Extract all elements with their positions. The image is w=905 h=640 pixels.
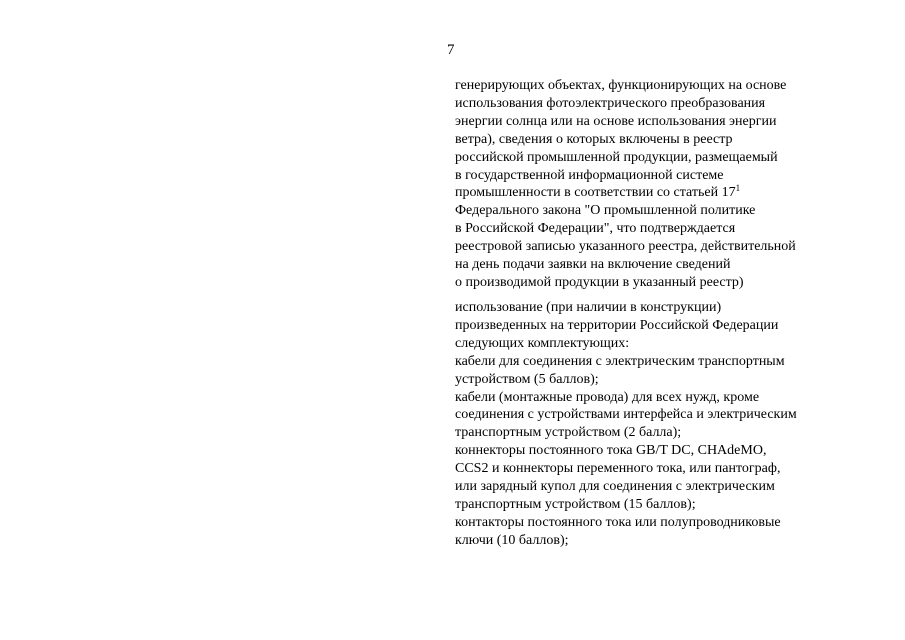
text-line: следующих комплектующих: [455, 335, 630, 351]
text-line: в Российской Федерации", что подтверждается [455, 221, 736, 237]
footnote-mark: 1 [735, 183, 741, 194]
text-line: устройством (5 баллов); [455, 371, 599, 387]
text-line: генерирующих объектах, функционирующих на основе [455, 78, 787, 93]
text-line: использование (при наличии в конструкции) [455, 300, 722, 315]
paragraph-generating-objects [455, 77, 895, 292]
text-line: транспортным устройством (2 балла); [455, 425, 682, 441]
text-line: реестровой записью указанного реестра, действительной [455, 239, 796, 255]
text-line: произведенных на территории Российской Федерации [455, 317, 779, 333]
text-line: транспортным устройством (15 баллов); [455, 496, 696, 512]
text-line: коннекторы постоянного тока GB/T DC, CHAdeMO, [455, 443, 767, 459]
text-line: в государственной информационной системе [455, 167, 724, 183]
text-line: энергии солнца или на основе использования энергии [455, 113, 777, 129]
text-line: CCS2 и коннекторы переменного тока, или пантограф, [455, 461, 781, 477]
text-line: Федерального закона "О промышленной политике [455, 203, 756, 219]
paragraph-components-list [455, 299, 895, 550]
text-line: кабели для соединения с электрическим транспортным [455, 353, 785, 369]
text-line: российской промышленной продукции, размещаемый [455, 149, 778, 165]
text-line: на день подачи заявки на включение сведений [455, 257, 731, 273]
text-line-content: промышленности в соответствии со статьей 17 [455, 185, 736, 201]
text-line: использования фотоэлектрического преобразования [455, 95, 766, 111]
text-line: или зарядный купол для соединения с электрическим [455, 479, 775, 495]
text-line-with-footnote [455, 184, 895, 202]
text-line: соединения с устройствами интерфейса и электрическим [455, 407, 797, 423]
text-line: о производимой продукции в указанный реестр) [455, 274, 744, 290]
text-line: ключи (10 баллов); [455, 532, 569, 548]
text-line: контакторы постоянного тока или полупроводниковые [455, 514, 781, 530]
text-line: ветра), сведения о которых включены в реестр [455, 131, 733, 147]
page-number: 7 [447, 42, 455, 58]
text-line: кабели (монтажные провода) для всех нужд, кроме [455, 389, 760, 405]
